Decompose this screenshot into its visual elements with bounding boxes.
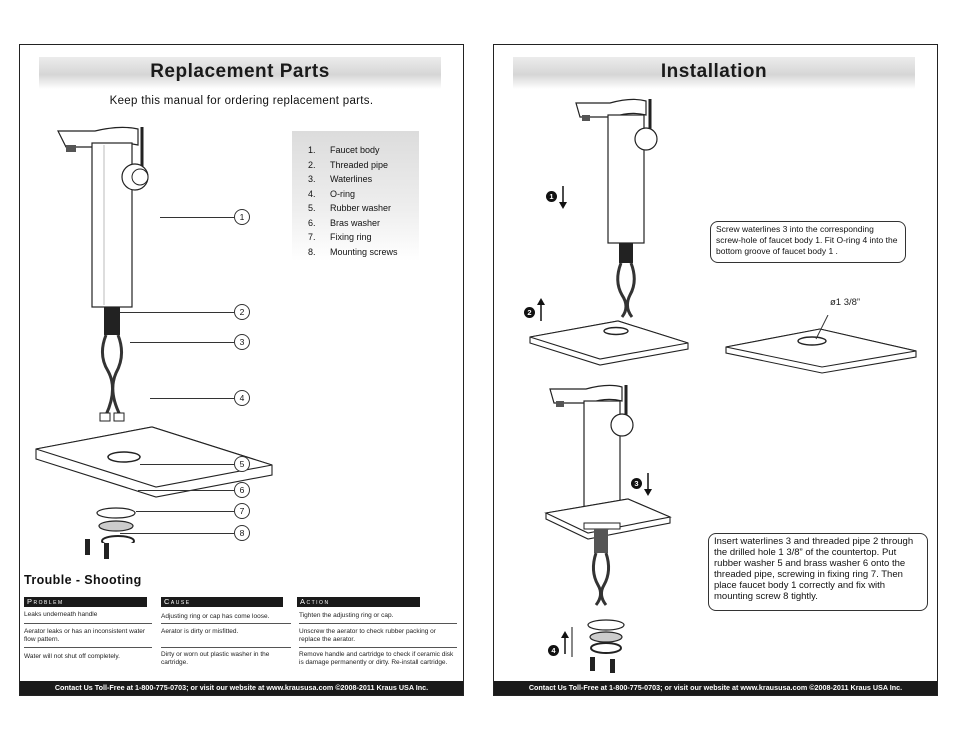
page-subtitle: Keep this manual for ordering replacement parts. xyxy=(109,95,374,107)
parts-list xyxy=(292,131,419,261)
header-problem: Problem xyxy=(24,597,147,607)
step2-note: Insert waterlines 3 and threaded pipe 2 through the drilled hole 1 3/8” of the countertop. Put rubber washer 5 and brass washer 6 onto the threaded pipe, screwing in fixing ring 7. Then place faucet body 1 correctly and fix with mounting screw 8 tightly. xyxy=(708,533,928,611)
parts-list-item: 4. O-ring xyxy=(308,189,356,199)
callout-2: 2 xyxy=(234,304,250,320)
faucet-exploded-diagram xyxy=(30,123,290,543)
header-action: Action xyxy=(297,597,420,607)
faucet-step3-diagram xyxy=(544,381,674,621)
drilled-hole-detail xyxy=(724,315,924,375)
title-bar xyxy=(39,57,441,89)
step-4-badge: 4 xyxy=(548,645,559,656)
faucet-step1-diagram xyxy=(574,95,664,325)
parts-list-item: 8. Mounting screws xyxy=(308,247,398,257)
arrow-up-icon xyxy=(560,630,570,654)
callout-1: 1 xyxy=(234,209,250,225)
countertop-step2 xyxy=(528,317,693,367)
parts-list-item: 6. Bras washer xyxy=(308,218,381,228)
row3-problem: Water will not shut off completely. xyxy=(24,653,120,660)
parts-list-item: 5. Rubber washer xyxy=(308,203,392,213)
row2-action: Unscrew the aerator to check rubber packing or replace the aerator. xyxy=(299,628,436,643)
replacement-parts-page xyxy=(19,44,464,696)
footer-contact: Contact Us Toll-Free at 1-800-775-0703; or visit our website at www.kraususa.com ©2008-2011 Kraus USA Inc. xyxy=(20,681,463,695)
step-1-badge: 1 xyxy=(546,191,557,202)
row1-action: Tighten the adjusting ring or cap. xyxy=(299,612,394,619)
callout-8: 8 xyxy=(234,525,250,541)
title-bar xyxy=(513,57,915,89)
callout-3: 3 xyxy=(234,334,250,350)
arrow-down-icon xyxy=(643,473,653,497)
callout-6: 6 xyxy=(234,482,250,498)
washers-step4 xyxy=(570,617,640,673)
row3-cause: Dirty or worn out plastic washer in the cartridge. xyxy=(161,651,270,666)
row2-problem: Aerator leaks or has an inconsistent water flow pattern. xyxy=(24,628,146,643)
parts-list-item: 2. Threaded pipe xyxy=(308,160,389,170)
callout-4: 4 xyxy=(234,390,250,406)
callout-5: 5 xyxy=(234,456,250,472)
installation-page xyxy=(493,44,938,696)
step-3-badge: 3 xyxy=(631,478,642,489)
row2-cause: Aerator is dirty or misfitted. xyxy=(161,628,239,635)
callout-7: 7 xyxy=(234,503,250,519)
troubleshooting-title: Trouble - Shooting xyxy=(24,573,142,587)
parts-list-item: 7. Fixing ring xyxy=(308,232,372,242)
step-2-badge: 2 xyxy=(524,307,535,318)
mounting-screws-icon xyxy=(80,537,120,567)
parts-list-item: 3. Waterlines xyxy=(308,174,373,184)
row1-problem: Leaks underneath handle xyxy=(24,611,98,618)
page-title: Replacement Parts xyxy=(150,61,330,82)
arrow-down-icon xyxy=(558,186,568,210)
parts-list-item: 1. Faucet body xyxy=(308,145,380,155)
row3-action: Remove handle and cartridge to check if ceramic disk is damage permanently or dirty. Re-install cartridge. xyxy=(299,651,454,666)
hole-diameter-label: ø1 3/8” xyxy=(830,297,861,308)
header-cause: Cause xyxy=(161,597,283,607)
row1-cause: Adjusting ring or cap has come loose. xyxy=(161,613,270,620)
footer-contact: Contact Us Toll-Free at 1-800-775-0703; or visit our website at www.kraususa.com ©2008-2011 Kraus USA Inc. xyxy=(494,681,937,695)
page-title: Installation xyxy=(660,61,768,82)
step1-note: Screw waterlines 3 into the corresponding screw-hole of faucet body 1. Fit O-ring 4 into the bottom groove of faucet body 1 . xyxy=(710,221,906,263)
